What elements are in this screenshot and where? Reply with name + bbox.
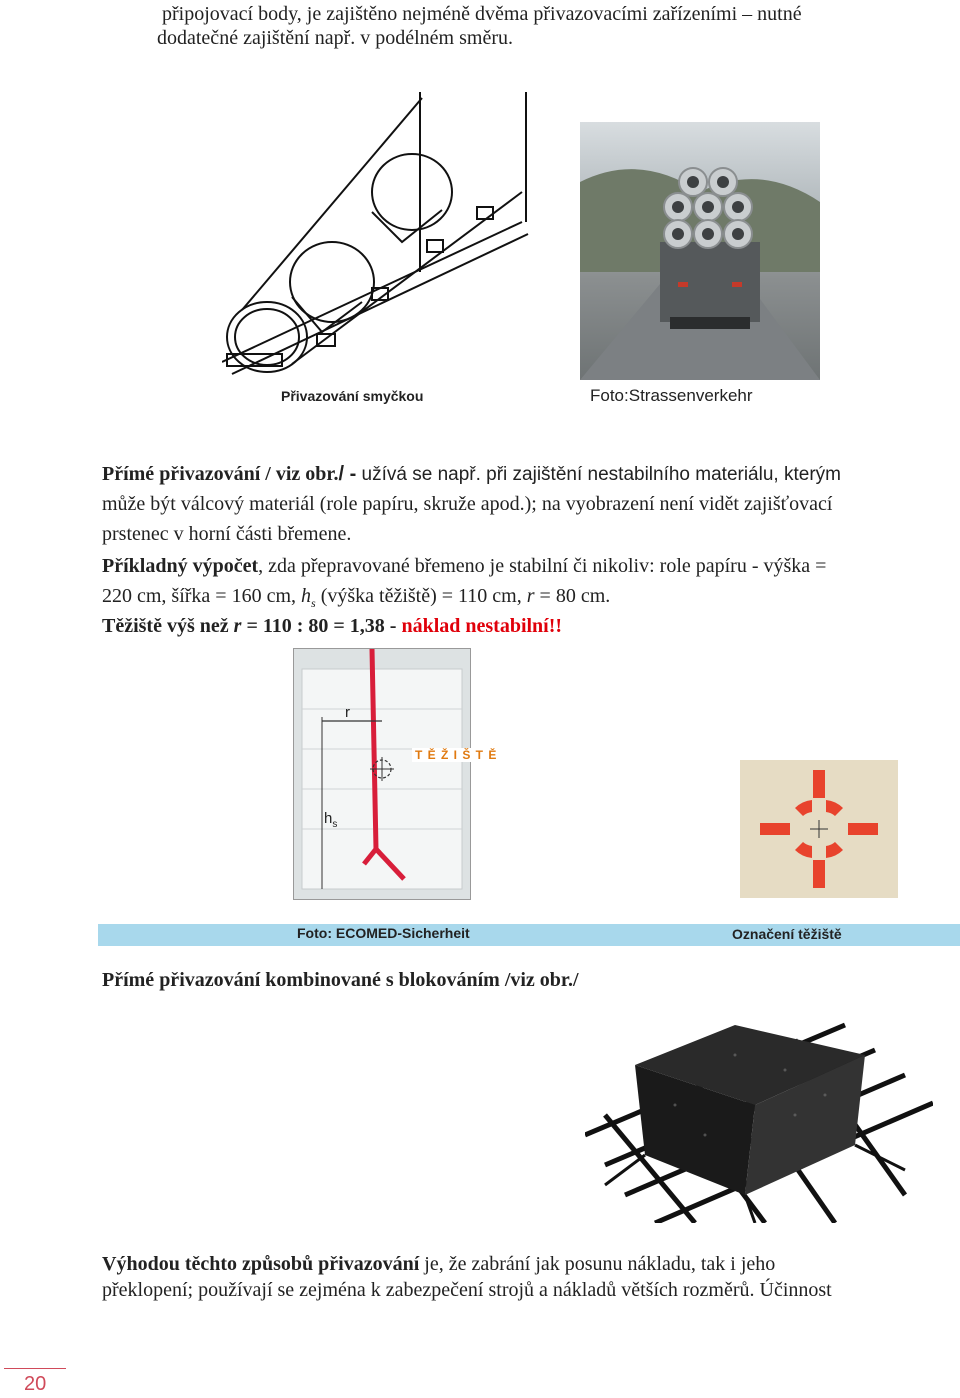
para2-result-b: = 110 : 80 = 1,38 - <box>241 615 402 637</box>
label-center-of-gravity: T Ě Ž I Š T Ě <box>412 748 500 762</box>
para2-radius: = 80 cm. <box>534 585 611 607</box>
para2-height: (výška těžiště) = 110 cm, <box>315 585 527 607</box>
para3-line-2: překlopení; používají se zejména k zabezpečení strojů a nákladů větších rozměrů. Účinnost <box>102 1279 832 1301</box>
caption-loop-lashing: Přivazování smyčkou <box>281 388 424 404</box>
section-heading-direct-lashing-blocking: Přímé přivazování kombinované s blokováním /viz obr./ <box>102 969 579 991</box>
para1-line-1 <box>102 460 841 489</box>
para3-text: je, že zabrání jak posunu nákladu, tak i jeho <box>419 1253 776 1275</box>
caption-photo-ecomed: Foto: ECOMED-Sicherheit <box>297 925 470 941</box>
para2-line-3 <box>102 612 562 640</box>
label-r: r <box>345 704 350 721</box>
var-r: r <box>526 585 535 607</box>
para3-bold: Výhodou těchto způsobů přivazování <box>102 1253 420 1275</box>
loop-lashing-drawing <box>222 92 530 380</box>
unstable-load-warning: náklad nestabilní <box>401 615 549 637</box>
var-r-2: r <box>233 615 242 637</box>
truck-with-pipes-photo <box>580 122 820 380</box>
label-hs-h: h <box>324 810 333 827</box>
para2-bold: Příkladný výpočet <box>102 555 259 577</box>
para1-text: užívá se např. při zajištění nestabilního materiálu, kterým <box>356 464 841 485</box>
crate-lashing-drawing <box>585 995 933 1223</box>
intro-line-1: připojovací body, je zajištěno nejméně dvěma přivazovacími zařízeními – nutné <box>162 3 802 25</box>
caption-photo-strassenverkehr: Foto:Strassenverkehr <box>590 386 753 405</box>
para3-line-1 <box>102 1250 775 1278</box>
label-hs <box>324 810 337 830</box>
para1-bold: Přímé přivazování / viz obr. <box>102 463 339 485</box>
paper-roll-photo <box>293 648 471 900</box>
center-of-gravity-marking-photo <box>740 760 898 898</box>
page-number-rule <box>4 1368 66 1369</box>
para2-dims: 220 cm, šířka = 160 cm, <box>102 585 302 607</box>
var-h-sub: s <box>311 596 316 610</box>
para2-result-a: Těžiště výš než <box>102 615 234 637</box>
intro-line-2: dodatečné zajištění např. v podélném směru. <box>157 27 513 49</box>
page-number: 20 <box>24 1373 47 1395</box>
label-hs-sub: s <box>332 819 338 830</box>
var-h: h <box>301 585 312 607</box>
para2-text: , zda přepravované břemeno je stabilní či nikoliv: role papíru - výška = <box>258 555 827 577</box>
para1-slash: / - <box>338 463 357 485</box>
warning-exclamation: !! <box>548 615 563 637</box>
caption-cog-marking: Označení těžiště <box>732 926 842 942</box>
para1-line-2: může být válcový materiál (role papíru, skruže apod.); na vyobrazení není vidět zajišťovací <box>102 493 833 515</box>
para1-line-3: prstenec v horní části břemene. <box>102 523 352 545</box>
para2-line-1 <box>102 552 826 580</box>
